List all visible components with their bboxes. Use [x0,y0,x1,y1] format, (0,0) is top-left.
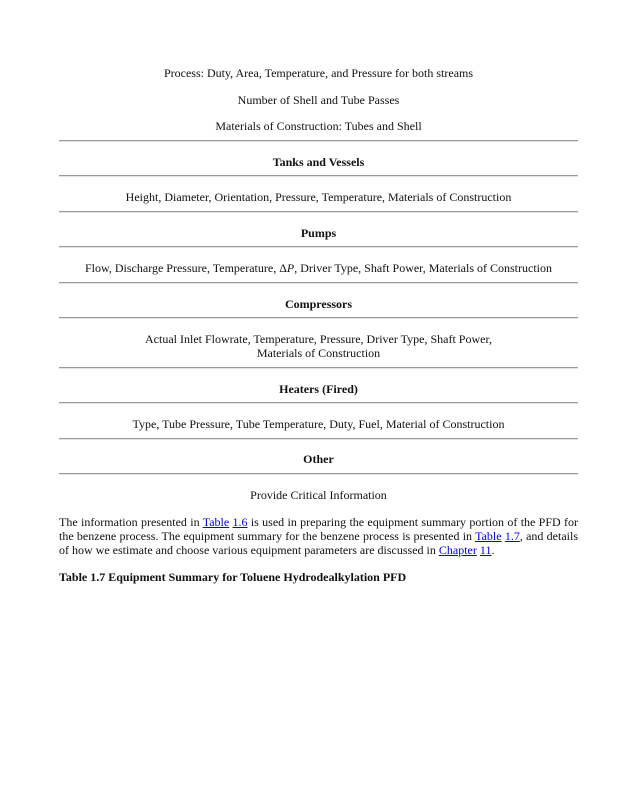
table-rule [59,367,578,369]
table-rule [59,402,578,404]
table-1-7-link[interactable]: 1.7 [504,529,520,543]
compressors-heading: Compressors [284,297,353,311]
heaters-heading: Heaters (Fired) [279,382,358,396]
other-spec: Provide Critical Information [250,488,387,502]
table-link-word[interactable]: Table [475,529,502,543]
heaters-spec: Type, Tube Pressure, Tube Temperature, Duty, Fuel, Material of Construction [132,417,505,431]
table-rule [59,246,578,248]
chapter-11-link[interactable]: 11 [479,543,492,557]
hx-process-spec: Process: Duty, Area, Temperature, and Pressure for both streams [163,66,474,80]
table-rule [59,211,578,213]
pumps-spec [59,261,578,275]
hx-materials-spec: Materials of Construction: Tubes and Shell [215,119,422,133]
pumps-spec-part2: , Driver Type, Shaft Power, Materials of Construction [294,261,553,275]
table-link-word[interactable]: Table [202,515,230,529]
compressors-spec-line2: Materials of Construction [256,346,381,360]
delta-p-symbol: P [286,261,295,275]
table-rule [59,317,578,319]
pumps-heading: Pumps [300,226,337,240]
table-rule [59,175,578,177]
table-rule [59,438,578,440]
hx-passes-spec: Number of Shell and Tube Passes [237,93,400,107]
table-1-6-link[interactable]: 1.6 [232,515,248,529]
paragraph-text-4: . [491,543,495,557]
table-rule [59,282,578,284]
paragraph-text-2: is used in preparing the equipment summary portion of the PFD for the benzene process. The equipment summary for the benzene process is presented in [59,515,579,543]
paragraph-text-1: The information presented in [59,515,203,529]
table-rule [59,140,578,142]
body-paragraph [59,515,578,557]
compressors-spec-line1: Actual Inlet Flowrate, Temperature, Pressure, Driver Type, Shaft Power, [145,332,492,346]
paragraph-text-3: , and details of how we estimate and choose various equipment parameters are discussed in [59,529,578,557]
other-heading: Other [303,452,334,466]
tanks-heading: Tanks and Vessels [272,155,365,169]
pumps-spec-part1: Flow, Discharge Pressure, Temperature, Δ [84,261,287,275]
table-rule [59,473,578,475]
tanks-spec: Height, Diameter, Orientation, Pressure, Temperature, Materials of Construction [125,190,512,204]
table-caption: Table 1.7 Equipment Summary for Toluene Hydrodealkylation PFD [59,570,407,584]
chapter-link-word[interactable]: Chapter [438,543,477,557]
